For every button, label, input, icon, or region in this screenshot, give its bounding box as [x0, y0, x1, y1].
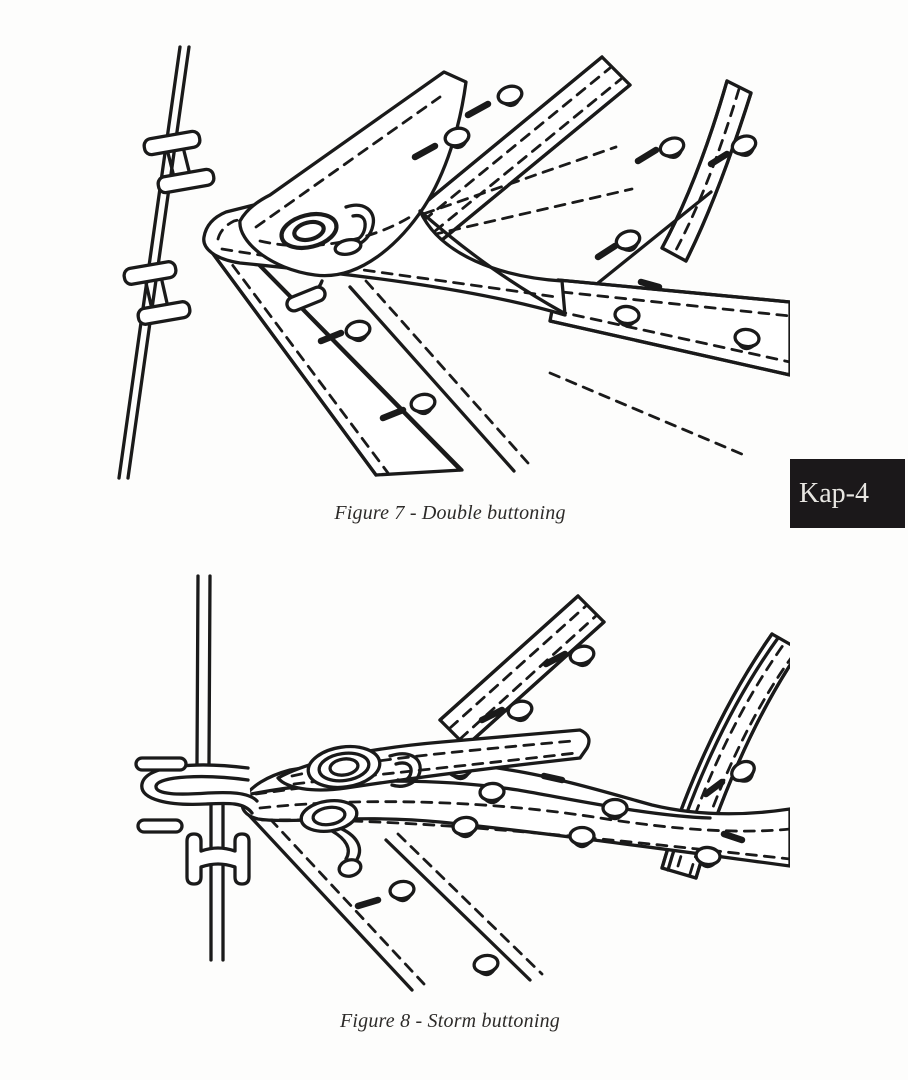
figure7-caption [110, 502, 790, 525]
right-strip [550, 280, 790, 375]
chapter-tab-label: Kap-4 [799, 477, 869, 509]
canvas-hook [142, 765, 257, 813]
figure8-caption [110, 1010, 790, 1033]
figure-7 [110, 35, 790, 485]
cord-loop-lower [332, 829, 363, 879]
hanging-toggle [285, 281, 327, 313]
figure7-drawing [119, 47, 790, 478]
figure-8 [110, 568, 790, 998]
chapter-tab [790, 459, 905, 528]
upper-strip [440, 596, 604, 746]
figure8-illustration [110, 568, 790, 993]
fold-line-dashed [550, 373, 744, 455]
right-v-strip [662, 81, 751, 261]
pole-cleat-upper [143, 130, 215, 193]
pole-toggle [187, 834, 249, 884]
figure7-illustration [110, 35, 790, 480]
figure8-caption-text: Figure 8 - Storm buttoning [339, 1010, 560, 1032]
figure7-caption-text: Figure 7 - Double buttoning [334, 502, 566, 524]
pole-cleat-lower [123, 261, 191, 326]
hook-toggle-bottom [138, 820, 182, 832]
figure8-drawing [136, 576, 790, 990]
hook-toggle-top [136, 758, 186, 770]
